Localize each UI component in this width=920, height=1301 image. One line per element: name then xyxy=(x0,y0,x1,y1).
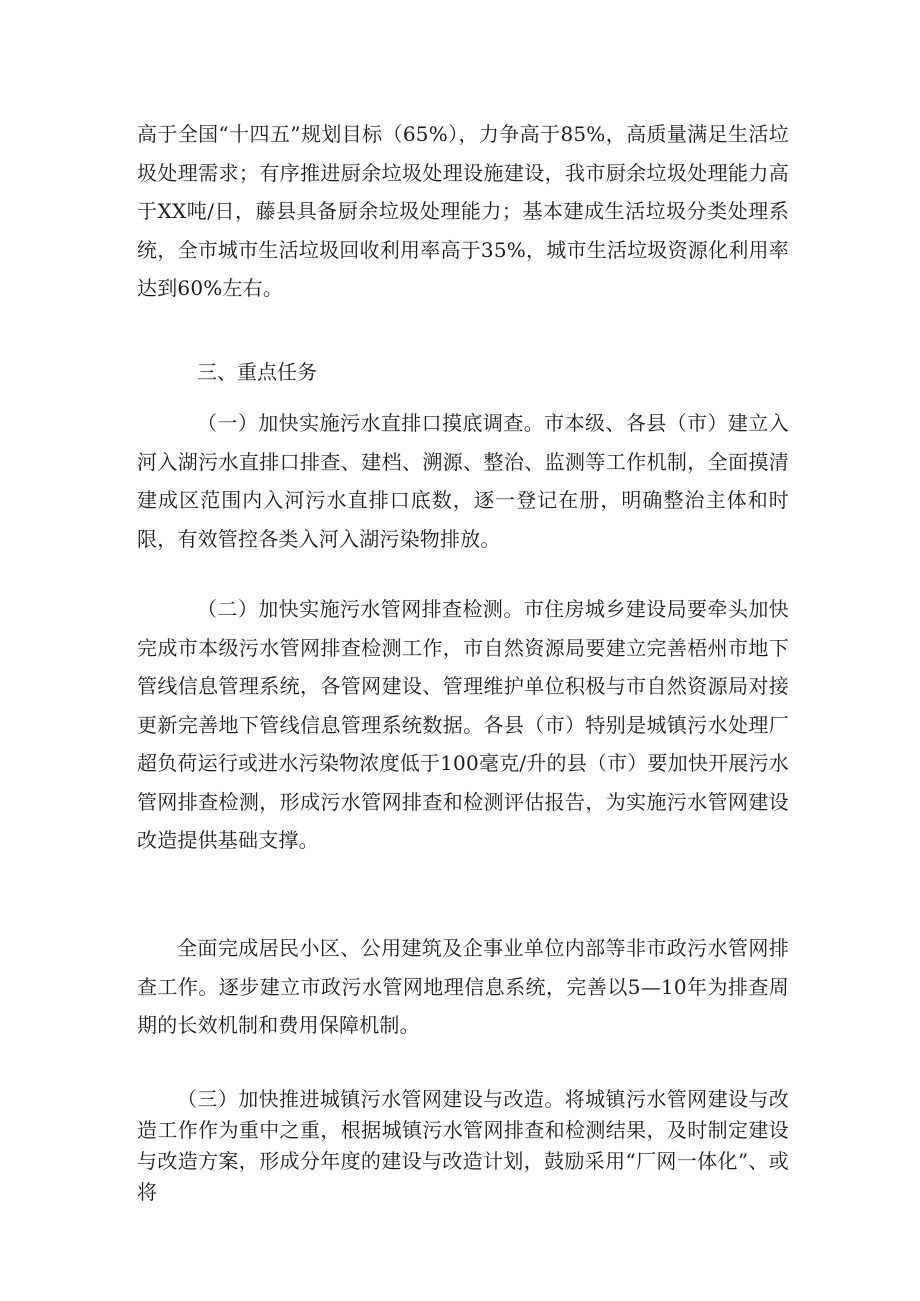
paragraph-task-2-continued: 全面完成居民小区、公用建筑及企事业单位内部等非市政污水管网排查工作。逐步建立市政污水管网地理信息系统，完善以5—10年为排查周期的长效机制和费用保障机制。 xyxy=(137,936,789,1037)
paragraph-task-3: （三）加快推进城镇污水管网建设与改造。将城镇污水管网建设与改造工作作为重中之重，根据城镇污水管网排查和检测结果，及时制定建设与改造方案，形成分年度的建设与改造计划，鼓励采用“厂网一体化”、或将 xyxy=(137,1087,789,1204)
paragraph-waste-targets: 高于全国“十四五”规划目标（65%），力争高于85%，高质量满足生活垃圾处理需求；有序推进厨余垃圾处理设施建设，我市厨余垃圾处理能力高于XX吨/日，藤县具备厨余垃圾处理能力；基本建成生活垃圾分类处理系统，全市城市生活垃圾回收利用率高于35%，城市生活垃圾资源化利用率达到60%左右。 xyxy=(137,122,789,300)
paragraph-task-1: （一）加快实施污水直排口摸底调查。市本级、各县（市）建立入河入湖污水直排口排查、建档、溯源、整治、监测等工作机制，全面摸清建成区范围内入河污水直排口底数，逐一登记在册，明确整治主体和时限，有效管控各类入河入湖污染物排放。 xyxy=(137,411,789,551)
paragraph-task-2: （二）加快实施污水管网排查检测。市住房城乡建设局要牵头加快完成市本级污水管网排查检测工作，市自然资源局要建立完善梧州市地下管线信息管理系统，各管网建设、管理维护单位积极与市自然资源局对接更新完善地下管线信息管理系统数据。各县（市）特别是城镇污水处理厂超负荷运行或进水污染物浓度低于100毫克/升的县（市）要加快开展污水管网排查检测，形成污水管网排查和检测评估报告，为实施污水管网建设改造提供基础支撑。 xyxy=(137,597,789,852)
section-heading-key-tasks: 三、重点任务 xyxy=(197,360,317,384)
